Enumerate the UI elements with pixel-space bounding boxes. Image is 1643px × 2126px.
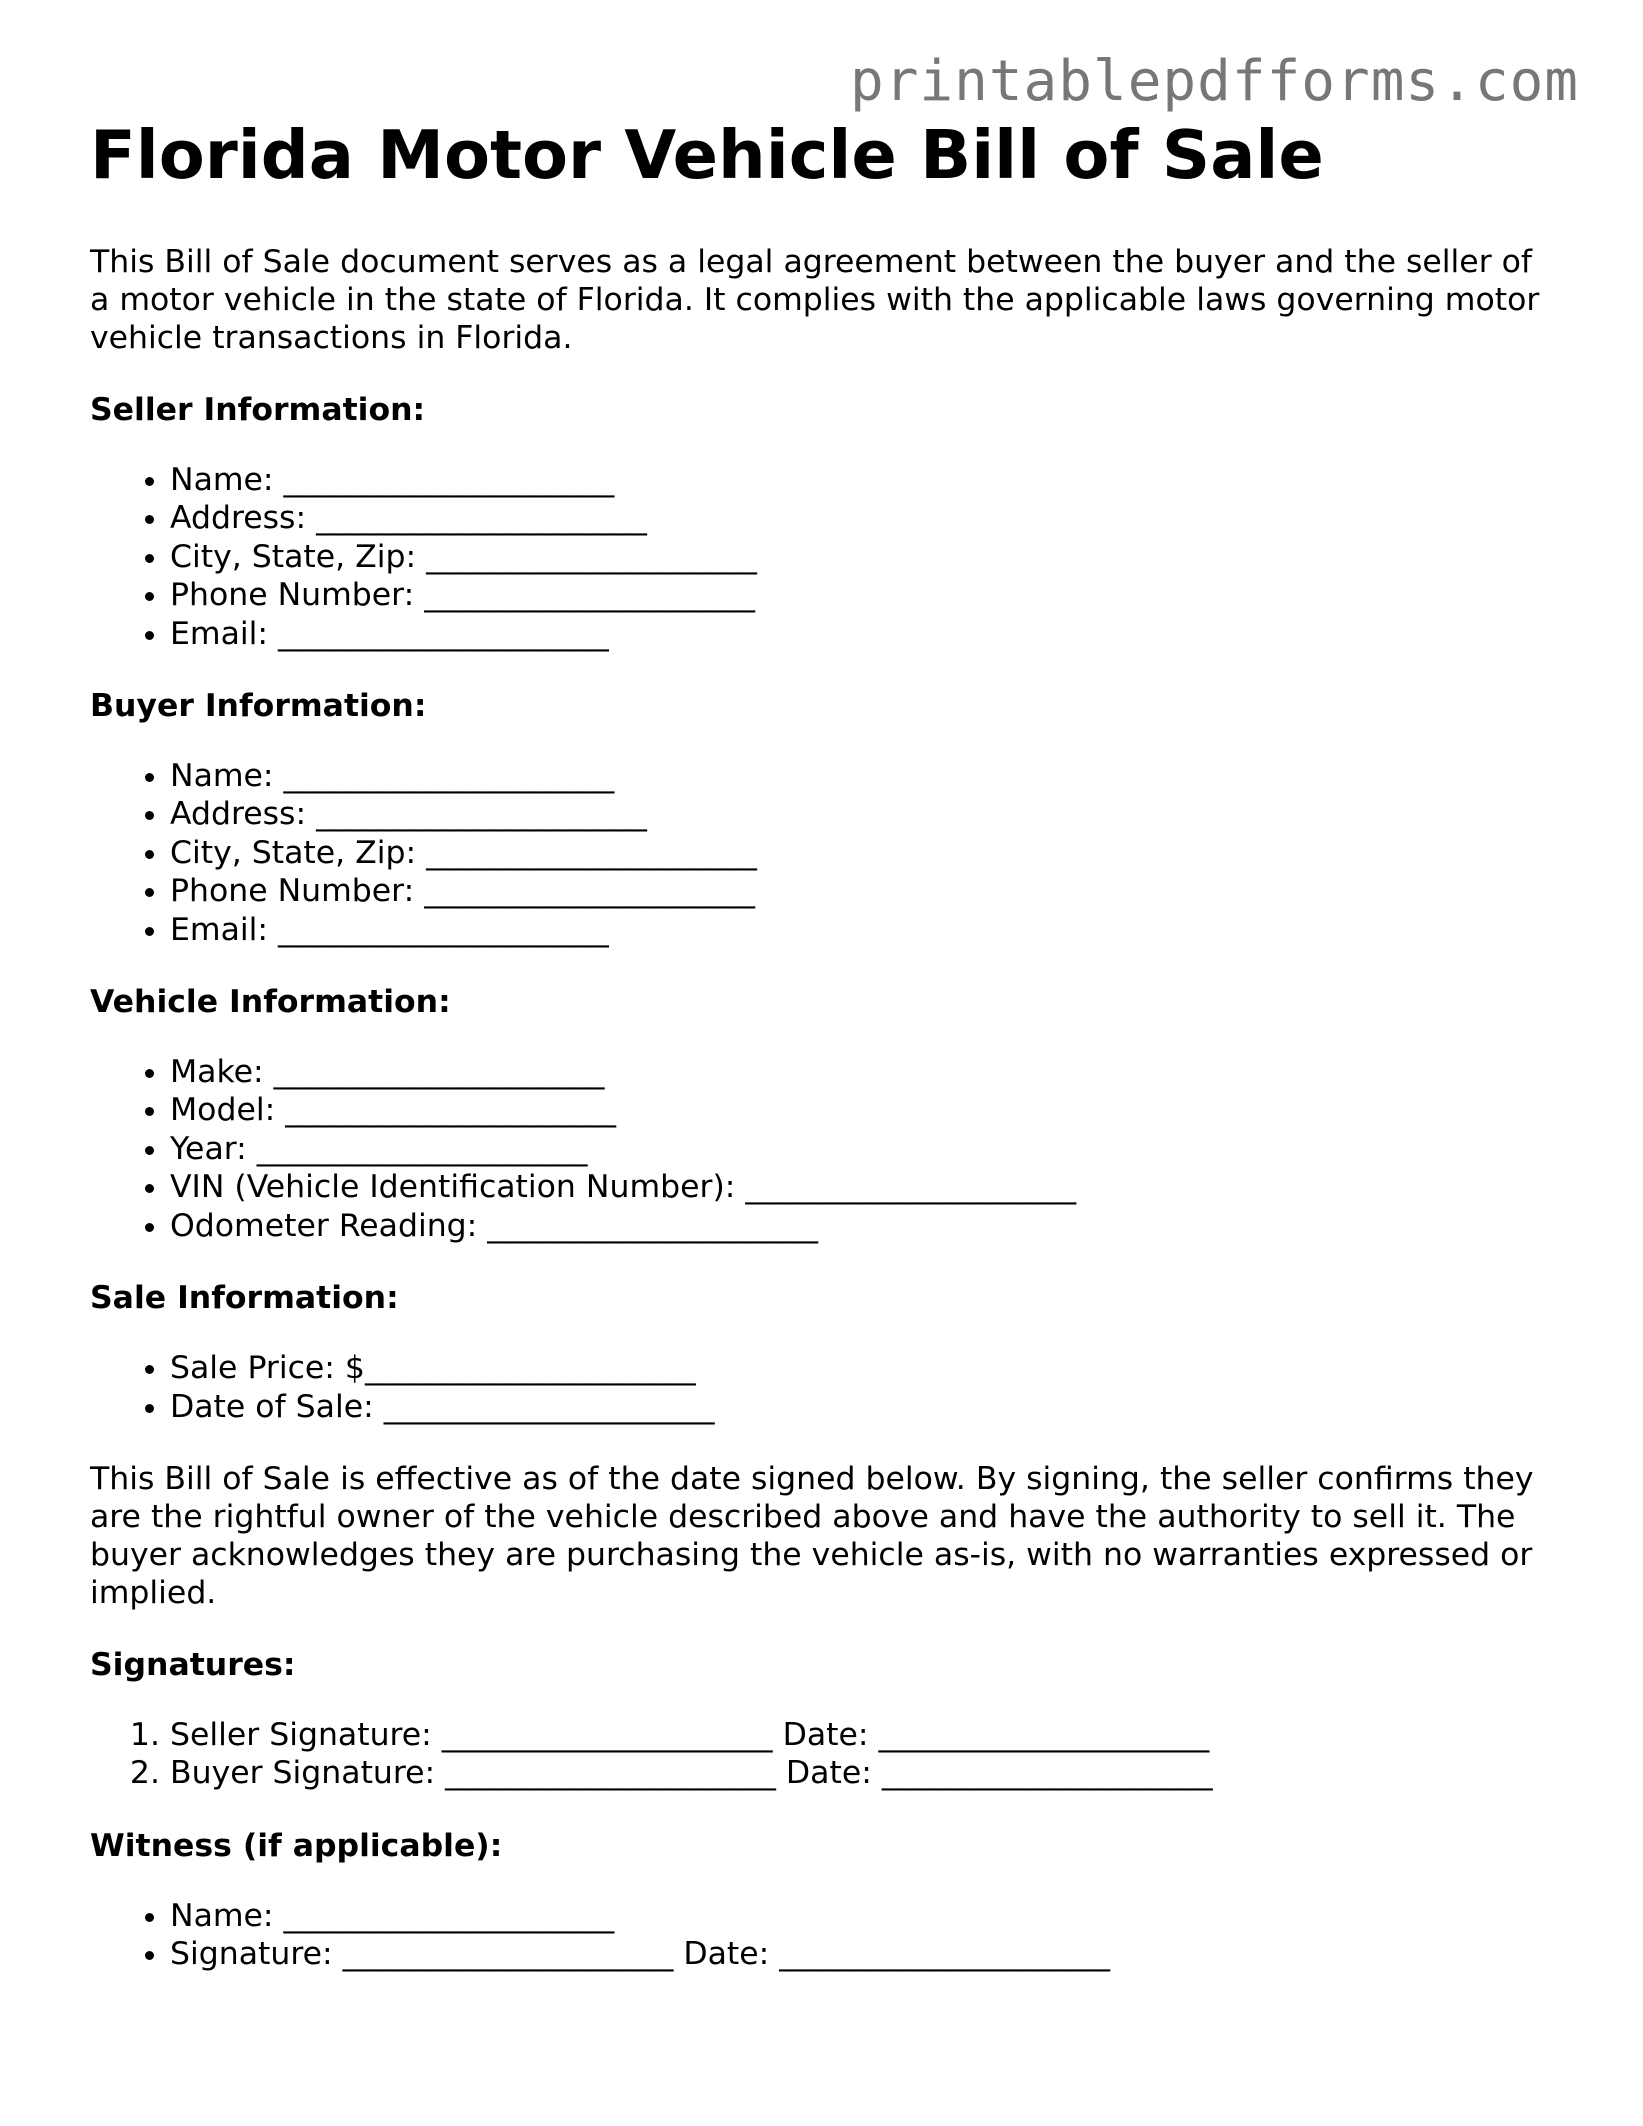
document-title: Florida Motor Vehicle Bill of Sale (90, 116, 1324, 194)
seller-signature-field[interactable]: 1. Seller Signature: _____________________ Date: _____________________ (170, 1716, 1560, 1754)
vehicle-field-list (90, 1053, 1560, 1245)
buyer-city-state-zip-field[interactable]: • City, State, Zip: _____________________ (170, 834, 1560, 872)
signatures-section-heading: Signatures: (90, 1646, 296, 1683)
document-page (90, 115, 1560, 1974)
seller-section-heading: Seller Information: (90, 392, 426, 428)
seller-address-field[interactable]: • Address: _____________________ (170, 499, 1560, 537)
closing-paragraph: This Bill of Sale is effective as of the date signed below. By signing, the seller confirms they are the rightful owner of the vehicle described above and have the authority to sell it. The buyer acknowledges they are purchasing the vehicle as-is, with no warranties expressed or implied. (90, 1460, 1534, 1611)
seller-name-field[interactable]: • Name: _____________________ (170, 461, 1560, 499)
signature-field-list (90, 1716, 1560, 1793)
vehicle-section-heading: Vehicle Information: (90, 984, 451, 1021)
witness-signature-field[interactable]: • Signature: _____________________ Date: _____________________ (170, 1935, 1560, 1973)
vehicle-model-field[interactable]: • Model: _____________________ (170, 1091, 1560, 1129)
buyer-section-heading: Buyer Information: (90, 688, 427, 725)
watermark-text: printablepdfforms.com (849, 49, 1579, 114)
sale-section-heading: Sale Information: (90, 1280, 399, 1317)
buyer-address-field[interactable]: • Address: _____________________ (170, 795, 1560, 833)
sale-price-field[interactable]: • Sale Price: $_____________________ (170, 1349, 1560, 1387)
vehicle-make-field[interactable]: • Make: _____________________ (170, 1053, 1560, 1091)
seller-email-field[interactable]: • Email: _____________________ (170, 615, 1560, 653)
buyer-field-list (90, 757, 1560, 949)
vehicle-odometer-field[interactable]: • Odometer Reading: _____________________ (170, 1207, 1560, 1245)
seller-phone-field[interactable]: • Phone Number: _____________________ (170, 576, 1560, 614)
sale-field-list (90, 1349, 1560, 1426)
intro-paragraph: This Bill of Sale document serves as a legal agreement between the buyer and the seller of a motor vehicle in the state of Florida. It complies with the applicable laws governing motor vehicle transactions in Florida. (90, 244, 1540, 356)
witness-name-field[interactable]: • Name: _____________________ (170, 1897, 1560, 1935)
buyer-name-field[interactable]: • Name: _____________________ (170, 757, 1560, 795)
vehicle-vin-field[interactable]: • VIN (Vehicle Identification Number): _____________________ (170, 1168, 1560, 1206)
seller-city-state-zip-field[interactable]: • City, State, Zip: _____________________ (170, 538, 1560, 576)
seller-field-list (90, 461, 1560, 653)
buyer-email-field[interactable]: • Email: _____________________ (170, 911, 1560, 949)
witness-field-list (90, 1897, 1560, 1974)
witness-section-heading: Witness (if applicable): (90, 1827, 503, 1864)
vehicle-year-field[interactable]: • Year: _____________________ (170, 1130, 1560, 1168)
buyer-phone-field[interactable]: • Phone Number: _____________________ (170, 872, 1560, 910)
sale-date-field[interactable]: • Date of Sale: _____________________ (170, 1388, 1560, 1426)
buyer-signature-field[interactable]: 2. Buyer Signature: _____________________ Date: _____________________ (170, 1754, 1560, 1792)
